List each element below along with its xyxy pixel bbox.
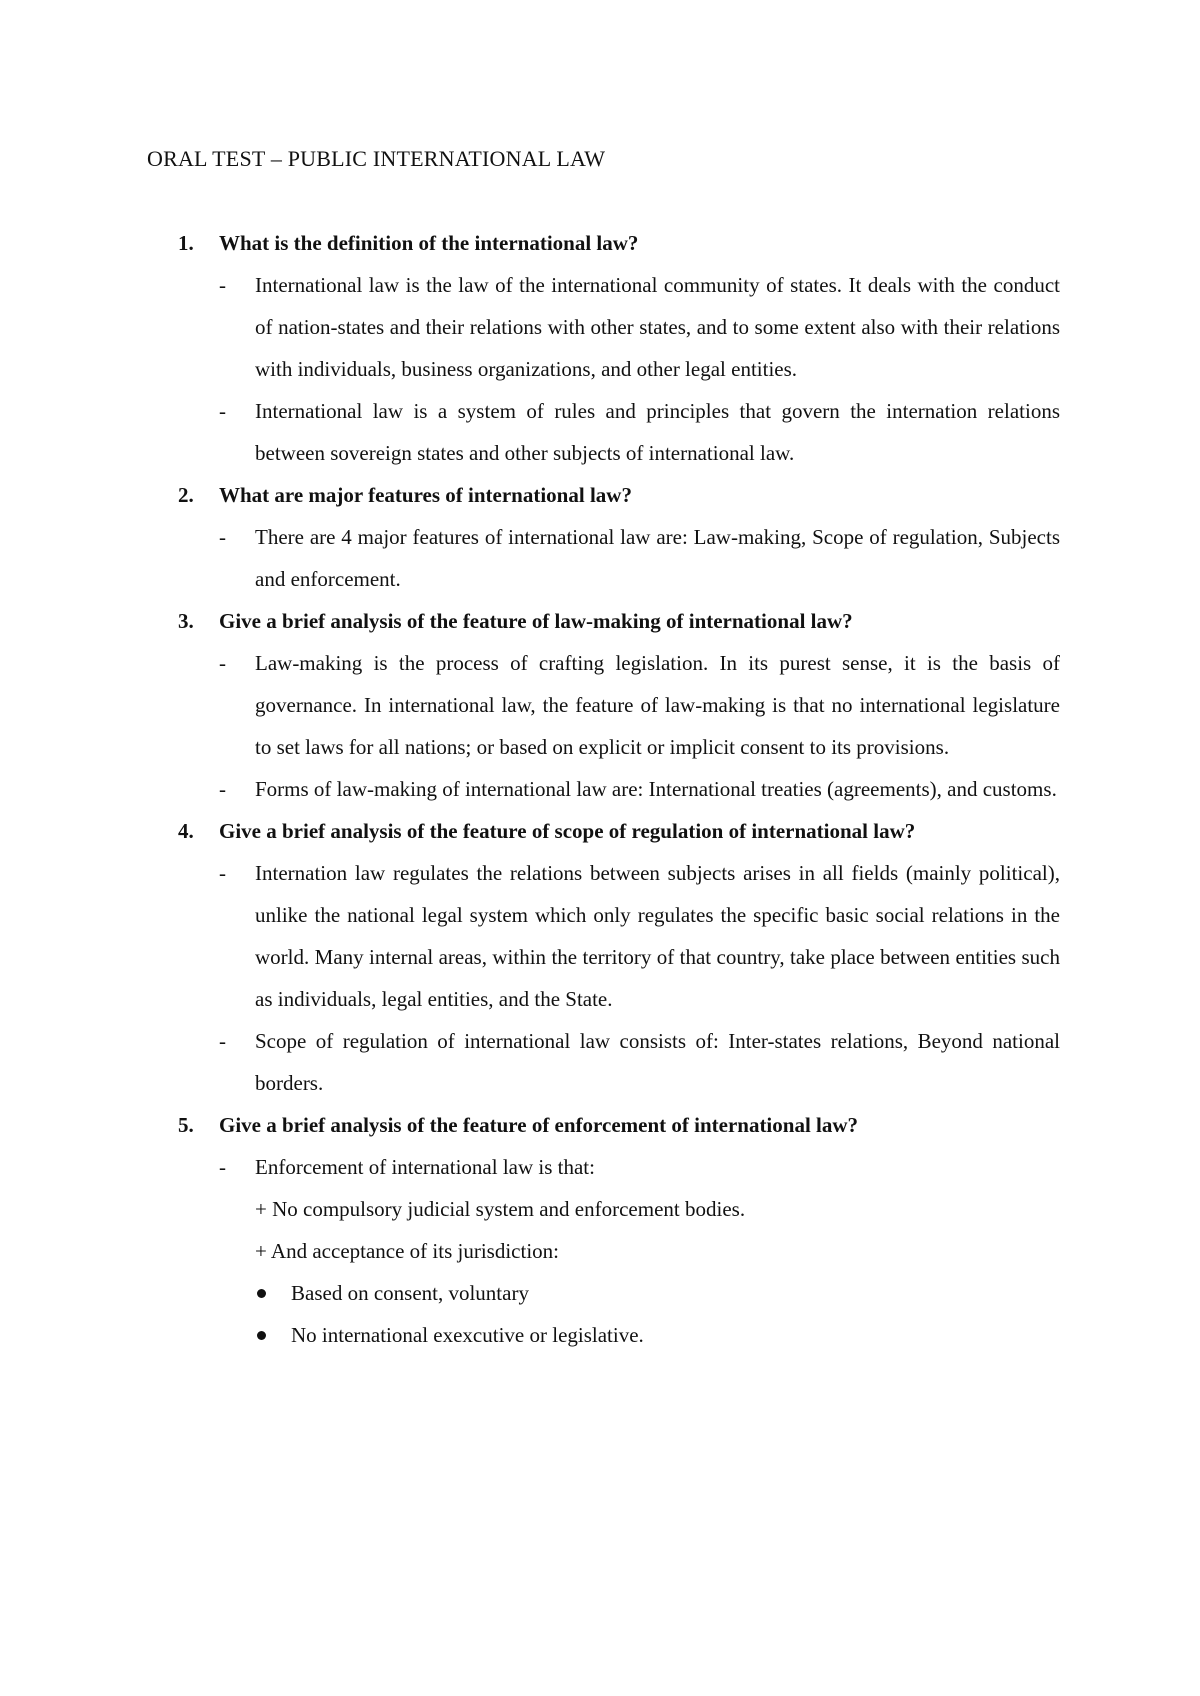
question-text: Give a brief analysis of the feature of enforcement of international law?	[219, 1113, 859, 1137]
answer-text: International law is a system of rules and principles that govern the internation relations between sovereign states and other subjects of international law.	[255, 399, 1060, 465]
answer-text: Internation law regulates the relations between subjects arises in all fields (mainly political), unlike the national legal system which only regulates the specific basic social relations in the world. Many internal areas, within the territory of that country, take place between entities such as individuals, legal entities, and the State.	[255, 861, 1060, 1011]
question-5	[147, 1104, 1060, 1146]
answer-item	[147, 390, 1060, 474]
answer-text: Scope of regulation of international law consists of: Inter-states relations, Beyond national borders.	[255, 1029, 1060, 1095]
dash-marker: -	[219, 399, 226, 423]
answer-item	[147, 768, 1060, 810]
answer-item	[147, 516, 1060, 600]
answer-item	[147, 1146, 1060, 1188]
bullet-item	[147, 1272, 1060, 1314]
answer-text: There are 4 major features of international law are: Law-making, Scope of regulation, Subjects and enforcement.	[255, 525, 1060, 591]
question-number: 4.	[178, 819, 194, 843]
question-text: Give a brief analysis of the feature of law-making of international law?	[219, 609, 853, 633]
question-number: 2.	[178, 483, 194, 507]
question-number: 5.	[178, 1113, 194, 1137]
answer-text: International law is the law of the international community of states. It deals with the conduct of nation-states and their relations with other states, and to some extent also with their relations with individuals, business organizations, and other legal entities.	[255, 273, 1060, 381]
question-text: Give a brief analysis of the feature of scope of regulation of international law?	[219, 819, 916, 843]
bullet-dot-icon	[147, 1314, 291, 1356]
plus-item: + No compulsory judicial system and enforcement bodies.	[255, 1197, 746, 1221]
dash-marker: -	[219, 1029, 226, 1053]
plus-item: + And acceptance of its jurisdiction:	[255, 1239, 560, 1263]
answer-text: Forms of law-making of international law are: International treaties (agreements), and customs.	[255, 777, 1057, 801]
dash-marker: -	[219, 777, 226, 801]
answer-item	[147, 852, 1060, 1020]
question-number: 1.	[178, 231, 194, 255]
answer-item	[147, 642, 1060, 768]
answer-item	[147, 1020, 1060, 1104]
document-body	[147, 222, 1060, 1356]
answer-text: Enforcement of international law is that:	[255, 1155, 595, 1179]
dash-marker: -	[219, 861, 226, 885]
answer-text: Law-making is the process of crafting legislation. In its purest sense, it is the basis of governance. In international law, the feature of law-making is that no international legislature to set laws for all nations; or based on explicit or implicit consent to its provisions.	[255, 651, 1060, 759]
dash-marker: -	[219, 525, 226, 549]
bullet-text: Based on consent, voluntary	[291, 1281, 529, 1305]
question-3	[147, 600, 1060, 642]
question-number: 3.	[178, 609, 194, 633]
dash-marker: -	[219, 273, 226, 297]
bullet-text: No international exexcutive or legislative.	[291, 1323, 644, 1347]
bullet-dot-icon	[147, 1272, 291, 1314]
question-text: What are major features of international law?	[219, 483, 632, 507]
document-title: ORAL TEST – PUBLIC INTERNATIONAL LAW	[147, 146, 606, 171]
dash-marker: -	[219, 1155, 226, 1179]
question-1	[147, 222, 1060, 264]
question-text: What is the definition of the international law?	[219, 231, 639, 255]
answer-item	[147, 264, 1060, 390]
bullet-item	[147, 1314, 1060, 1356]
question-4	[147, 810, 1060, 852]
question-2	[147, 474, 1060, 516]
dash-marker: -	[219, 651, 226, 675]
